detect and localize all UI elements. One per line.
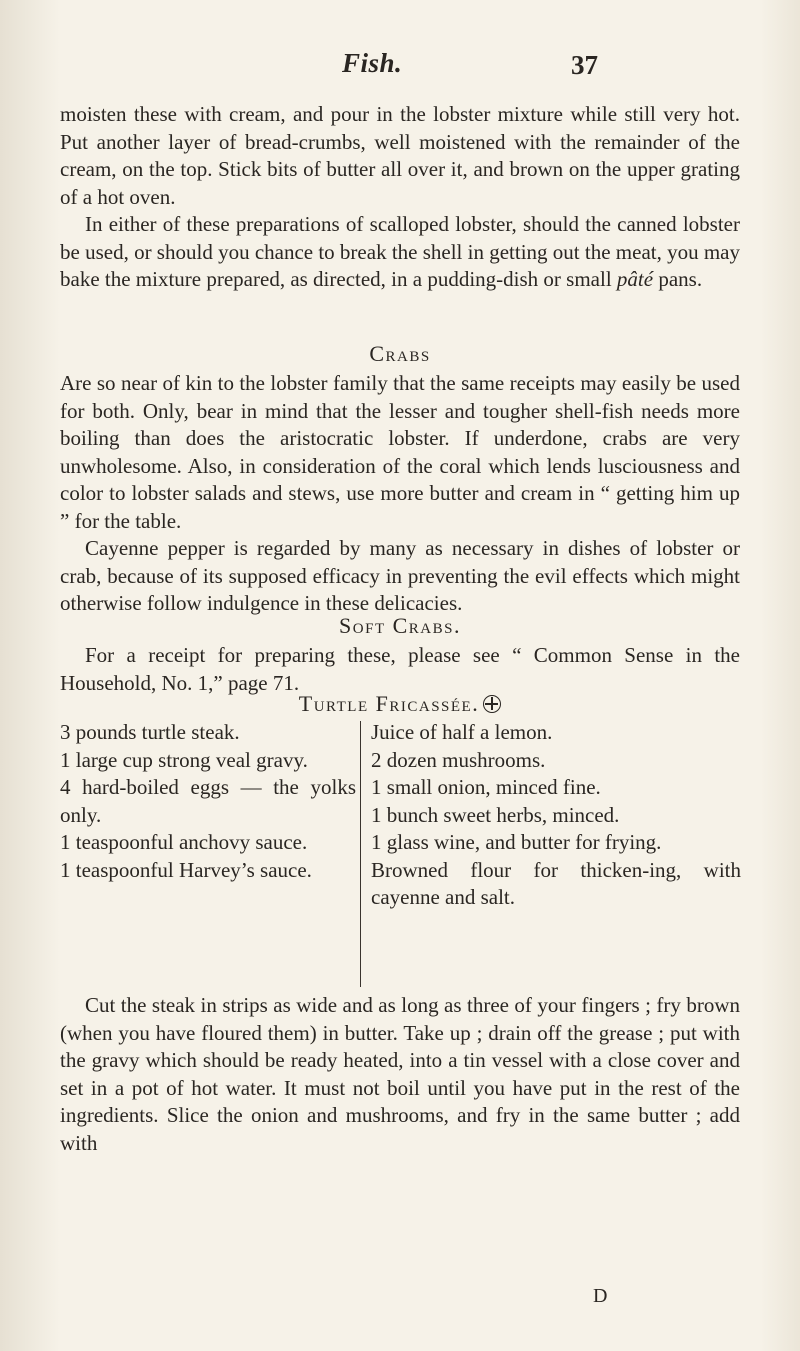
crabs-heading: Crabs	[369, 341, 431, 366]
turtle-method	[60, 992, 740, 1157]
signature-mark: D	[593, 1285, 608, 1307]
intro-paragraph-2	[60, 211, 740, 294]
soft-crabs-section	[60, 612, 740, 697]
ingredient-item: 1 bunch sweet herbs, minced.	[371, 802, 620, 827]
ingredient-item: 1 large cup strong veal gravy.	[60, 747, 308, 772]
intro-p2-text-b: pans.	[653, 267, 703, 291]
turtle-heading-text: Turtle Fricassée.	[298, 691, 480, 716]
ingredient-item: 4 hard-boiled eggs — the yolks only.	[60, 775, 356, 827]
running-title: Fish.	[342, 48, 403, 78]
ingredient-item: 1 glass wine, and butter for frying.	[371, 830, 662, 854]
ingredient-item: 2 dozen mushrooms.	[371, 747, 546, 772]
lobster-intro	[60, 101, 740, 294]
turtle-heading	[60, 690, 740, 717]
ingredient-item: 1 small onion, minced fine.	[371, 775, 601, 799]
intro-p2-italic: pâté	[616, 267, 654, 291]
column-divider	[360, 721, 361, 987]
turtle-method-paragraph: Cut the steak in strips as wide and as long as three of your fingers ; fry brown (when you have floured them) in butter. Take up ; drain off the grease ; put with the gravy which should be ready heated, into a tin vessel with a close cover and set in a pot of hot water. It must not boil until you have put in the rest of the ingredients. Slice the onion and mushrooms, and fry in the same butter ; add with	[60, 993, 740, 1155]
ingredient-item: 1 teaspoonful anchovy sauce.	[60, 830, 308, 854]
soft-crabs-paragraph: For a receipt for preparing these, please see “ Common Sense in the Household, No. 1,” page 71.	[60, 643, 740, 695]
intro-p2-text-a: In either of these preparations of scalloped lobster, should the canned lobster be used, or should you chance to break the shell in getting out the meat, you may bake the mixture prepared, as directed, in a pudding-dish or small	[60, 212, 740, 291]
ingredient-item: 3 pounds turtle steak.	[60, 720, 240, 744]
crabs-paragraph-2: Cayenne pepper is regarded by many as necessary in dishes of lobster or crab, because of its supposed efficacy in preventing the evil effects which might otherwise follow indulgence in these delicacies.	[60, 536, 740, 615]
ingredient-item: 1 teaspoonful Harvey’s sauce.	[60, 857, 312, 882]
crabs-paragraph-1: Are so near of kin to the lobster family that the same receipts may easily be used for both. Only, bear in mind that the lesser and tougher shell-fish needs more boiling than does the aristocratic lobster. If underdone, crabs are very unwholesome. Also, in consideration of the coral which lends lusciousness and color to lobster salads and stews, use more butter and cream in “ getting him up ” for the table.	[60, 371, 740, 533]
page-number: 37	[571, 50, 598, 80]
crabs-section	[60, 340, 740, 618]
ingredient-item: Juice of half a lemon.	[371, 720, 553, 744]
page-edge-shadow-right	[760, 0, 800, 1351]
turtle-ingredients	[60, 719, 740, 992]
ingredient-item: Browned flour for thicken-ing, with cayenne and salt.	[371, 857, 741, 909]
circled-cross-icon	[483, 695, 501, 713]
soft-crabs-heading: Soft Crabs.	[339, 613, 461, 638]
page-edge-shadow	[0, 0, 60, 1351]
ingredients-left-column	[60, 719, 356, 884]
page-header	[0, 48, 800, 88]
turtle-heading-row	[60, 690, 740, 717]
intro-paragraph-1: moisten these with cream, and pour in the lobster mixture while still very hot. Put another layer of bread-crumbs, well moistened with the remainder of the cream, on the top. Stick bits of butter all over it, and brown on the upper grating of a hot oven.	[60, 102, 740, 209]
ingredients-right-column	[371, 719, 741, 912]
